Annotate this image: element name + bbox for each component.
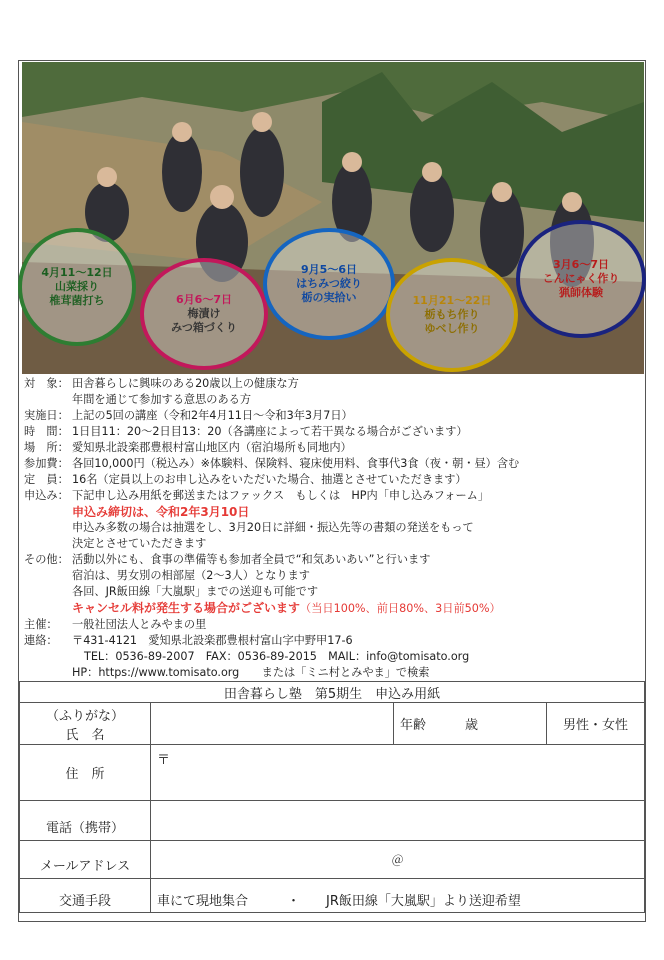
- phone-field[interactable]: [151, 801, 645, 841]
- place-text: 愛知県北設楽郡豊根村富山地区内（宿泊場所も同地内）: [72, 441, 352, 454]
- event-activity: みつ箱づくり: [171, 320, 237, 334]
- phone-label: 電話（携帯）: [20, 801, 151, 841]
- other-text: 宿泊は、男女別の相部屋（2～3人）となります: [72, 569, 310, 582]
- host-text: 一般社団法人とみやまの里: [72, 618, 207, 631]
- address-label: 住 所: [20, 745, 151, 801]
- name-field[interactable]: [151, 703, 394, 745]
- event-activity: 猟師体験: [559, 285, 603, 299]
- event-date: 9月5～6日: [301, 263, 357, 277]
- event-circle-march: [516, 220, 646, 338]
- contact-address: 〒431-4121 愛知県北設楽郡豊根村富山字中野甲17-6: [72, 634, 353, 647]
- capacity-text: 16名（定員以上のお申し込みをいただいた場合、抽選とさせていただきます）: [72, 473, 467, 486]
- transport-options[interactable]: 車にて現地集合 ・ JR飯田線「大嵐駅」より送迎希望: [151, 879, 645, 913]
- other-text: 各回、JR飯田線「大嵐駅」までの送迎も可能です: [72, 585, 319, 598]
- event-date: 4月11～12日: [41, 266, 113, 280]
- contact-phone: TEL：0536-89-2007 FAX：0536-89-2015 MAIL：info@tomisato.org: [84, 650, 470, 663]
- name-label: [20, 703, 151, 745]
- target-text: 年間を通じて参加する意思のある方: [72, 393, 252, 406]
- event-circle-june: [140, 258, 268, 370]
- target-label: 対 象：: [24, 377, 69, 390]
- event-circle-november: [386, 258, 518, 372]
- gender-select[interactable]: 男性・女性: [547, 703, 645, 745]
- dates-text: 上記の5回の講座（令和2年4月11日～令和3年3月7日）: [72, 409, 353, 422]
- target-text: 田舎暮らしに興味のある20歳以上の健康な方: [72, 377, 299, 390]
- application-form: [19, 681, 645, 913]
- dates-label: 実施日：: [24, 409, 69, 422]
- capacity-label: 定 員：: [24, 473, 69, 486]
- other-text: 活動以外にも、食事の準備等も参加者全員で“和気あいあい”と行います: [72, 553, 431, 566]
- event-activity: ゆべし作り: [424, 321, 480, 335]
- cancel-notice: キャンセル料が発生する場合がございます: [72, 601, 301, 615]
- email-label: メールアドレス: [20, 841, 151, 879]
- event-activity: 山菜採り: [55, 280, 99, 294]
- apply-text: 決定とさせていただきます: [72, 537, 207, 550]
- place-label: 場 所：: [24, 441, 69, 454]
- apply-text: 申込み多数の場合は抽選をし、3月20日に詳細・振込先等の書類の発送をもって: [72, 521, 474, 534]
- event-activity: こんにゃく作り: [542, 272, 620, 286]
- apply-deadline: 申込み締切は、令和2年3月10日: [72, 505, 250, 519]
- host-label: 主催：: [24, 618, 58, 631]
- name-label-text: 氏 名: [65, 727, 105, 743]
- event-info: [24, 376, 644, 681]
- event-activity: はちみつ絞り: [296, 277, 362, 291]
- apply-text: 下記申し込み用紙を郵送またはファックス もしくは HP内「申し込みフォーム」: [72, 489, 490, 502]
- transport-label: 交通手段: [20, 879, 151, 913]
- time-text: 1日目11：20～2日目13：20（各講座によって若干異なる場合がございます）: [72, 425, 468, 438]
- event-date: 11月21～22日: [412, 294, 492, 308]
- fee-label: 参加費：: [24, 457, 69, 470]
- event-circle-september: [263, 228, 395, 340]
- furigana-label: （ふりがな）: [45, 708, 124, 724]
- event-date: 3月6～7日: [553, 258, 609, 272]
- at-mark: ＠: [391, 853, 404, 867]
- event-activity: 栃もち作り: [424, 308, 480, 322]
- apply-label: 申込み：: [24, 489, 69, 502]
- time-label: 時 間：: [24, 425, 69, 438]
- event-activity: 栃の実拾い: [301, 290, 357, 304]
- cancel-rates: （当日100%、前日80%、3日前50%）: [300, 602, 501, 615]
- other-label: その他：: [24, 553, 69, 566]
- age-field[interactable]: 年齢 歳: [394, 703, 547, 745]
- email-field[interactable]: [151, 841, 645, 879]
- form-title: 田舎暮らし塾 第5期生 申込み用紙: [20, 682, 645, 703]
- postal-mark: 〒: [157, 753, 171, 768]
- event-activity: 椎茸菌打ち: [49, 293, 105, 307]
- address-field[interactable]: [151, 745, 645, 801]
- contact-website: HP：https://www.tomisato.org または「ミニ村とみやま」で検索: [72, 666, 430, 679]
- contact-label: 連絡：: [24, 634, 58, 647]
- fee-text: 各回10,000円（税込み）※体験料、保険料、寝床使用料、食事代3食（夜・朝・昼）含む: [72, 457, 520, 470]
- event-date: 6月6～7日: [176, 293, 232, 307]
- event-circle-april: [18, 228, 136, 346]
- event-activity: 梅漬け: [187, 307, 221, 321]
